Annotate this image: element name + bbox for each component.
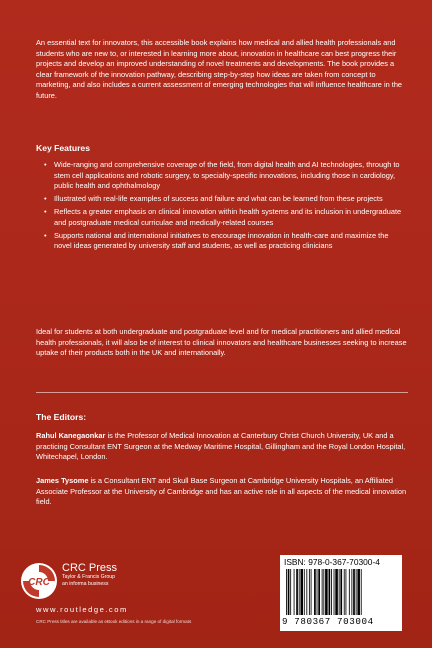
feature-text: Illustrated with real-life examples of success and failure and what can be learned from these projects (54, 194, 383, 203)
list-item (44, 194, 404, 205)
barcode-bar (309, 569, 310, 615)
bullet-icon: • (44, 160, 47, 169)
barcode-bar (322, 569, 323, 615)
barcode-bar (317, 569, 318, 615)
barcode-bar (353, 569, 355, 615)
barcode-bar (329, 569, 331, 615)
barcode-bar (356, 569, 357, 615)
barcode-bar (300, 569, 303, 615)
feature-text: Reflects a greater emphasis on clinical innovation within health systems and its inclusion in undergraduate and postgraduate medical curriculae and medically-related courses (54, 207, 402, 227)
barcode-bar (325, 569, 328, 615)
editors-heading: The Editors: (36, 412, 87, 422)
list-item (44, 207, 404, 228)
editor-bio-text: is the Professor of Medical Innovation at Canterbury Christ Church University, UK and a practicing Consultant ENT Surgeon at the Medway Maritime Hospital, Gillingham and the Royal London Hospital, Whitechapel, London. (36, 431, 406, 462)
crc-press-logo-icon (20, 562, 58, 600)
isbn-label: ISBN: 978-0-367-70300-4 (284, 557, 380, 567)
bullet-icon: • (44, 230, 47, 240)
editor-bio (36, 476, 408, 508)
bullet-icon: • (44, 207, 47, 216)
barcode-bar (334, 569, 335, 615)
editor-bio (36, 431, 408, 463)
key-features-heading: Key Features (36, 143, 90, 153)
barcode-bar (323, 569, 324, 615)
publisher-block (62, 562, 117, 587)
barcode-bar (340, 569, 342, 615)
barcode-bar (331, 569, 332, 615)
ebook-footnote: CRC Press titles are available as eBook editions in a range of digital formats (36, 619, 192, 624)
publisher-business: an informa business (62, 580, 109, 587)
section-divider (36, 392, 408, 393)
intro-paragraph: An essential text for innovators, this accessible book explains how medical and allied health professionals and students who are new to, or interested in learning more about, innovation in healthcare can best progress their projects and develop an improved understanding of novel treatments and developments. The book provides a clear framework of the innovation pathway, describing step-by-step how ideas are taken from concept to marketing, and also includes a current assessment of emerging technologies that will influence healthcare in the future. (36, 38, 403, 100)
key-features-list (44, 160, 404, 254)
barcode-bar (304, 569, 305, 615)
barcode-bar (351, 569, 352, 615)
list-item (44, 231, 404, 252)
barcode-bar (314, 569, 316, 615)
editor-bio-text: is a Consultant ENT and Skull Base Surgeon at Cambridge University Hospitals, an Affiliated Associate Professor at the University of Cambridge and has an active role in all aspects of the medical innovation field. (36, 476, 407, 507)
publisher-website: www.routledge.com (36, 605, 128, 614)
barcode-bar (318, 569, 320, 615)
publisher-group: Taylor & Francis Group (62, 574, 116, 580)
barcode-bar (349, 569, 350, 615)
barcode-bar (299, 569, 300, 615)
barcode-digits: 9 780367 703004 (282, 616, 374, 627)
barcode-box (280, 555, 402, 631)
publisher-name: CRC Press (62, 562, 118, 574)
barcode-bar (294, 569, 295, 615)
feature-text: Supports national and international initiatives to encourage innovation in health-care and maximize the novel ideas generated by university staff and students, as well as practicing clinicians (54, 230, 389, 250)
editor-name: James Tysome (36, 476, 89, 485)
logo-text: CRC (28, 577, 50, 588)
barcode-bar (306, 569, 307, 615)
ideal-for-paragraph: Ideal for students at both undergraduate and postgraduate level and for medical practitioners and allied medical health professionals, it will also be of interest to clinical innovators and healthcare businesses seeking to increase uptake of their products both in the UK and internationally. (36, 327, 407, 358)
bullet-icon: • (44, 194, 47, 203)
barcode-bar (288, 569, 290, 615)
barcode-bar (296, 569, 298, 615)
barcode-bar (357, 569, 360, 615)
barcode-bar (286, 569, 287, 615)
barcode-bar (361, 569, 362, 615)
barcode-bar (339, 569, 340, 615)
barcode-bar (346, 569, 347, 615)
barcode-icon (284, 569, 398, 615)
barcode-bar (290, 569, 291, 615)
list-item (44, 160, 404, 192)
editor-name: Rahul Kanegaonkar (36, 431, 106, 440)
barcode-bar (311, 569, 312, 615)
barcode-bar (344, 569, 345, 615)
barcode-bar (335, 569, 338, 615)
feature-text: Wide-ranging and comprehensive coverage of the field, from digital health and AI technologies, through to stem cell applications and robotic surgery, to specialty-specific innovations, including those in cardiology, public health and ophthalmology (54, 160, 400, 190)
